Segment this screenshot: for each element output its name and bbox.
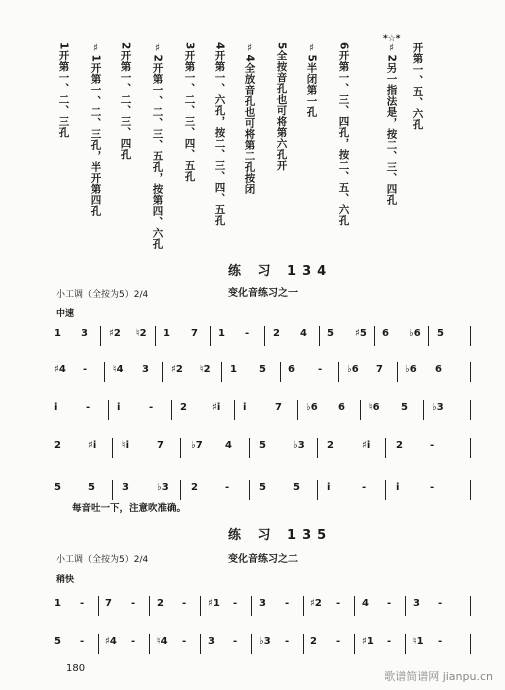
note: - — [438, 636, 443, 647]
note: 4 — [362, 598, 369, 609]
note: 2 — [396, 440, 403, 451]
note: - — [430, 440, 435, 451]
staff-line — [54, 636, 474, 652]
note: 2 — [273, 328, 280, 339]
note: - — [318, 364, 323, 375]
bar-line — [470, 596, 471, 616]
star-mark: *☆* — [383, 34, 401, 44]
note: ♭6 — [405, 364, 417, 375]
note: ♯4 — [54, 364, 66, 375]
note: 5 — [259, 440, 266, 451]
note: 7 — [157, 440, 164, 451]
bar-line — [405, 596, 406, 616]
note: 3 — [122, 482, 129, 493]
note: ♭3 — [293, 440, 305, 451]
note: - — [149, 402, 154, 413]
bar-line — [470, 362, 471, 382]
note: 5 — [259, 364, 266, 375]
exercise-134-note: 每音吐一下，注意吹准确。 — [72, 503, 187, 514]
bar-line — [338, 362, 339, 382]
note: ♯4 — [105, 636, 117, 647]
note: i — [396, 482, 400, 493]
note: - — [430, 482, 435, 493]
note: - — [83, 364, 88, 375]
note: 6 — [338, 402, 345, 413]
note: ♭6 — [409, 328, 421, 339]
note: 3 — [413, 598, 420, 609]
bar-line — [171, 400, 172, 420]
note: - — [387, 598, 392, 609]
note: 5 — [259, 482, 266, 493]
note: ♮6 — [369, 402, 380, 413]
bar-line — [200, 596, 201, 616]
bar-line — [354, 634, 355, 654]
exercise-134-title: 练 习 134 — [228, 264, 333, 279]
note: ♯i — [362, 440, 371, 451]
bar-line — [200, 634, 201, 654]
note: 6 — [288, 364, 295, 375]
note: ♭7 — [191, 440, 203, 451]
note: 7 — [376, 364, 383, 375]
note: 7 — [105, 598, 112, 609]
exercise-134-key: 小工调（全按为5）2/4 — [56, 290, 149, 300]
note: - — [182, 598, 187, 609]
fingering-column: 1开第一、二、三孔 — [57, 42, 70, 138]
bar-line — [149, 634, 150, 654]
bar-line — [249, 480, 250, 500]
fingering-column: ♯5半闭第一孔 — [305, 42, 318, 118]
bar-line — [303, 634, 304, 654]
bar-line — [251, 634, 252, 654]
bar-line — [319, 326, 320, 346]
bar-line — [354, 596, 355, 616]
note: - — [285, 598, 290, 609]
note: - — [131, 636, 136, 647]
note: 5 — [88, 482, 95, 493]
bar-line — [98, 596, 99, 616]
note: 5 — [401, 402, 408, 413]
exercise-135-title: 练 习 135 — [228, 528, 333, 543]
note: 5 — [327, 328, 334, 339]
bar-line — [264, 326, 265, 346]
note: - — [387, 636, 392, 647]
note: 6 — [382, 328, 389, 339]
note: 2 — [180, 402, 187, 413]
bar-line — [210, 326, 211, 346]
bar-line — [470, 438, 471, 458]
fingering-column: 6开第一、三、四孔，按二、五、六孔 — [337, 42, 350, 226]
staff-line — [54, 328, 474, 344]
fingering-column: 2开第一、二、三、四孔 — [119, 42, 132, 160]
bar-line — [428, 326, 429, 346]
note: 5 — [437, 328, 444, 339]
bar-line — [385, 438, 386, 458]
note: 1 — [230, 364, 237, 375]
bar-line — [155, 326, 156, 346]
note: - — [438, 598, 443, 609]
note: 2 — [54, 440, 61, 451]
note: ♮4 — [157, 636, 168, 647]
bar-line — [149, 596, 150, 616]
fingering-column: ♯1开第一、二、三孔，半开第四孔 — [89, 42, 102, 217]
bar-line — [251, 596, 252, 616]
bar-line — [112, 480, 113, 500]
note: ♮1 — [413, 636, 424, 647]
note: ♯i — [88, 440, 97, 451]
bar-line — [360, 400, 361, 420]
note: ♭6 — [306, 402, 318, 413]
note: - — [131, 598, 136, 609]
note: 4 — [225, 440, 232, 451]
bar-line — [397, 362, 398, 382]
fingering-column: ♯2开第一、二、三、五孔，按第四、六孔 — [151, 42, 164, 250]
bar-line — [470, 326, 471, 346]
note: - — [80, 636, 85, 647]
staff-line — [54, 440, 474, 456]
note: 3 — [208, 636, 215, 647]
note: ♯1 — [208, 598, 220, 609]
note: ♯2 — [109, 328, 121, 339]
bar-line — [104, 362, 105, 382]
note: 1 — [163, 328, 170, 339]
note: ♯5 — [355, 328, 367, 339]
note: ♭6 — [347, 364, 359, 375]
note: - — [86, 402, 91, 413]
note: - — [182, 636, 187, 647]
exercise-134-subtitle: 变化音练习之一 — [228, 288, 298, 299]
bar-line — [297, 400, 298, 420]
bar-line — [470, 634, 471, 654]
note: 1 — [54, 598, 61, 609]
exercise-135-subtitle: 变化音练习之二 — [228, 554, 298, 565]
bar-line — [374, 326, 375, 346]
bar-line — [100, 326, 101, 346]
bar-line — [234, 400, 235, 420]
note: ♭3 — [432, 402, 444, 413]
staff-line — [54, 364, 474, 380]
note: ♯2 — [310, 598, 322, 609]
note: 2 — [191, 482, 198, 493]
note: 5 — [293, 482, 300, 493]
note: - — [233, 636, 238, 647]
note: - — [80, 598, 85, 609]
fingering-column: 5全按音孔也可将第六孔开 — [275, 42, 288, 171]
bar-line — [317, 438, 318, 458]
staff-line — [54, 402, 474, 418]
note: ♮4 — [113, 364, 124, 375]
note: 3 — [259, 598, 266, 609]
note: - — [245, 328, 250, 339]
bar-line — [249, 438, 250, 458]
bar-line — [112, 438, 113, 458]
note: - — [233, 598, 238, 609]
bar-line — [317, 480, 318, 500]
page-number: 180 — [66, 663, 86, 674]
note: 7 — [191, 328, 198, 339]
watermark: 歌谱简谱网 jianpu.cn — [384, 670, 493, 683]
note: ♮2 — [136, 328, 147, 339]
note: - — [336, 636, 341, 647]
note: 1 — [54, 328, 61, 339]
note: i — [327, 482, 331, 493]
fingering-column: ♯2另一指法是，按二、三、四孔 — [385, 42, 398, 206]
note: 3 — [142, 364, 149, 375]
note: 5 — [54, 636, 61, 647]
note: 6 — [435, 364, 442, 375]
note: 3 — [81, 328, 88, 339]
note: i — [54, 402, 58, 413]
bar-line — [180, 480, 181, 500]
staff-line — [54, 598, 474, 614]
note: ♭3 — [157, 482, 169, 493]
note: - — [285, 636, 290, 647]
bar-line — [180, 438, 181, 458]
note: 5 — [54, 482, 61, 493]
note: ♯i — [212, 402, 221, 413]
note: ♯1 — [362, 636, 374, 647]
bar-line — [470, 400, 471, 420]
bar-line — [385, 480, 386, 500]
exercise-135-tempo: 稍快 — [56, 575, 75, 585]
fingering-column: 开第一、五、六孔 — [411, 42, 424, 130]
note: ♭3 — [259, 636, 271, 647]
note: ♯2 — [171, 364, 183, 375]
note: 2 — [310, 636, 317, 647]
note: - — [362, 482, 367, 493]
bar-line — [280, 362, 281, 382]
note: i — [117, 402, 121, 413]
fingering-column: ♯4全放音孔也可将第二孔按闭 — [243, 42, 256, 195]
bar-line — [423, 400, 424, 420]
note: ♮2 — [200, 364, 211, 375]
bar-line — [221, 362, 222, 382]
note: 2 — [157, 598, 164, 609]
fingering-column: 3开第一、二、三、四、五孔 — [183, 42, 196, 182]
bar-line — [98, 634, 99, 654]
exercise-134-tempo: 中速 — [56, 309, 75, 319]
bar-line — [303, 596, 304, 616]
note: 7 — [275, 402, 282, 413]
bar-line — [162, 362, 163, 382]
bar-line — [470, 480, 471, 500]
bar-line — [405, 634, 406, 654]
note: ♮i — [122, 440, 130, 451]
note: 2 — [327, 440, 334, 451]
exercise-135-key: 小工调（全按为5）2/4 — [56, 555, 149, 565]
note: 1 — [218, 328, 225, 339]
fingering-column: 4开第一、六孔，按二、三、四、五孔 — [213, 42, 226, 226]
note: - — [336, 598, 341, 609]
bar-line — [108, 400, 109, 420]
staff-line — [54, 482, 474, 498]
note: - — [225, 482, 230, 493]
note: i — [243, 402, 247, 413]
note: 4 — [300, 328, 307, 339]
